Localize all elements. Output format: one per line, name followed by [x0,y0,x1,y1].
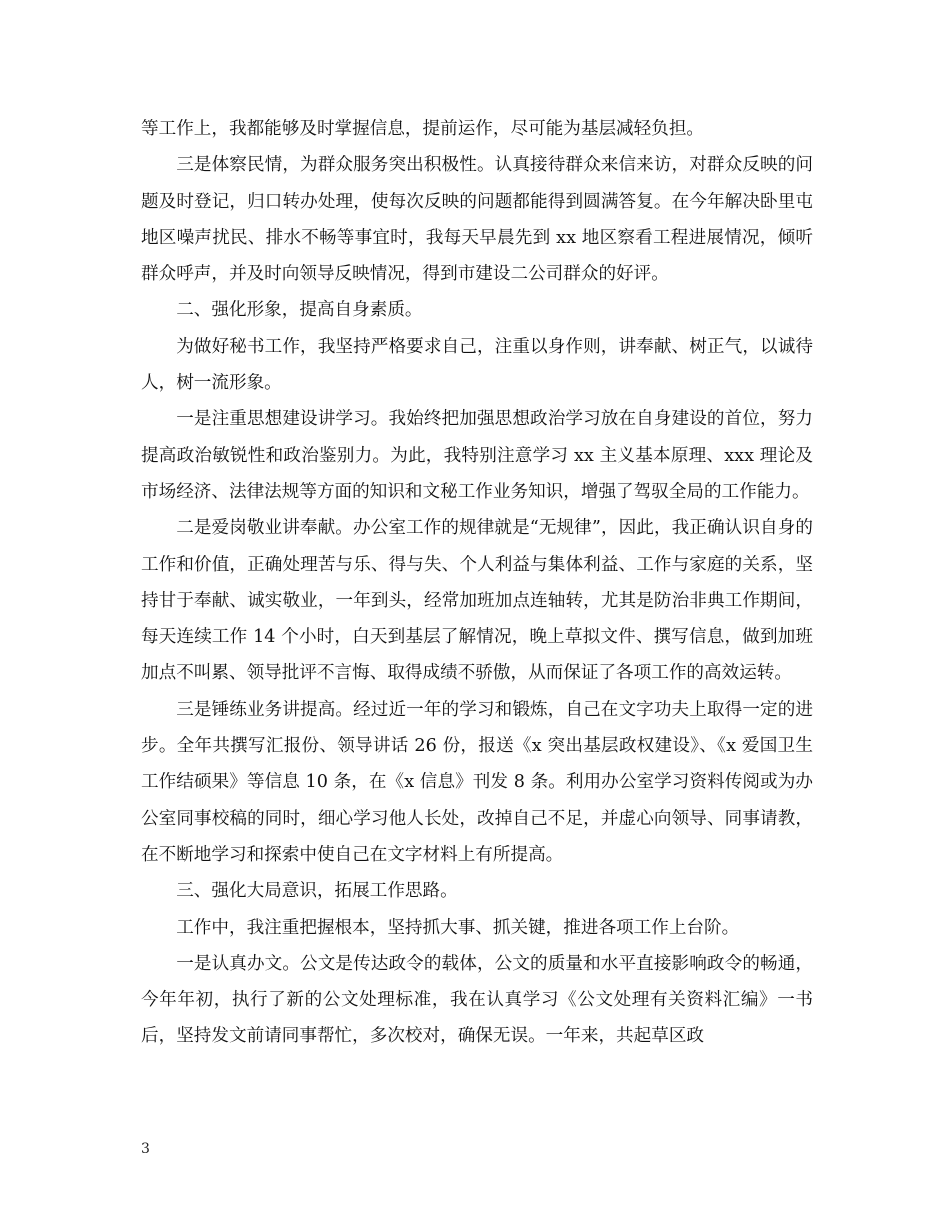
paragraph-7: 三是锤练业务讲提高。经过近一年的学习和锻炼，自己在文字功夫上取得一定的进步。全年共撰写汇报份、领导讲话 26 份，报送《x 突出基层政权建设》、《x 爱国卫生工作结硕果》等信息 10 条，在《x 信息》刊发 8 条。利用办公室学习资料传阅或为办公室同事校稿的同时，细心学习他人长处，改掉自己不足，并虚心向领导、同事请教，在不断地学习和探索中使自己在文字材料上有所提高。 [141,699,813,865]
page-number: 3 [141,1141,150,1157]
paragraph-6: 二是爱岗敬业讲奉献。办公室工作的规律就是“无规律”，因此，我正确认识自身的工作和价值，正确处理苦与乐、得与失、个人利益与集体利益、工作与家庭的关系，坚持甘于奉献、诚实敬业，一年到头，经常加班加点连轴转，尤其是防治非典工作期间，每天连续工作 14 个小时，白天到基层了解情况，晚上草拟文件、撰写信息，做到加班加点不叫累、领导批评不言悔、取得成绩不骄傲，从而保证了各项工作的高效运转。 [141,518,813,684]
paragraph-5: 一是注重思想建设讲学习。我始终把加强思想政治学习放在自身建设的首位，努力提高政治敏锐性和政治鉴别力。为此，我特别注意学习 xx 主义基本原理、xxx 理论及市场经济、法律法规等方面的知识和文秘工作业务知识，增强了驾驭全局的工作能力。 [141,409,813,502]
paragraph-10: 一是认真办文。公文是传达政令的载体，公文的质量和水平直接影响政令的畅通，今年年初，执行了新的公文处理标准，我在认真学习《公文处理有关资料汇编》一书后，坚持发文前请同事帮忙，多次校对，确保无误。一年来，共起草区政 [141,953,813,1047]
paragraph-4: 为做好秘书工作，我坚持严格要求自己，注重以身作则，讲奉献、树正气，以诚待人，树一流形象。 [141,336,813,394]
paragraph-2: 三是体察民情，为群众服务突出积极性。认真接待群众来信来访，对群众反映的问题及时登记，归口转办处理，使每次反映的问题都能得到圆满答复。在今年解决卧里屯地区噪声扰民、排水不畅等事宜时，我每天早晨先到 xx 地区察看工程进展情况，倾听群众呼声，并及时向领导反映情况，得到市建设二公司群众的好评。 [141,155,813,285]
paragraph-9: 工作中，我注重把握根本，坚持抓大事、抓关键，推进各项工作上台阶。 [176,917,740,938]
section-heading-3: 三、强化大局意识，拓展工作思路。 [176,881,458,902]
document-body [141,111,813,1055]
paragraph-1: 等工作上，我都能够及时掌握信息，提前运作，尽可能为基层减轻负担。 [141,119,705,139]
section-heading-2: 二、强化形象，提高自身素质。 [176,300,423,321]
